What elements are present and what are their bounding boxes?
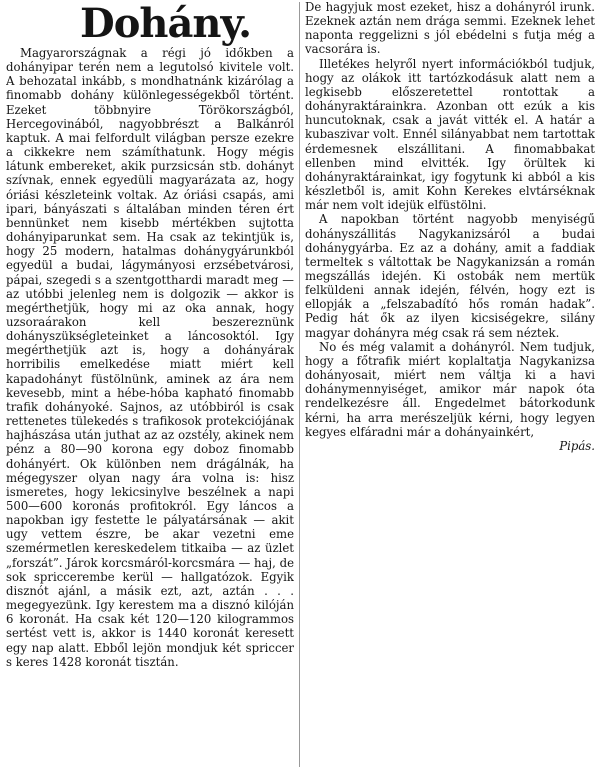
author-signature: Pipás. <box>559 438 595 453</box>
article-title: Dohány. <box>80 0 252 47</box>
right-column <box>305 0 595 500</box>
paragraph: Illetékes helyről nyert információkból tudjuk, hogy az olákok itt tartózkodásuk alatt nem a legkisebb előszeretettel rontottak a dohányraktárainkra. Azonban ott ezúk a kis huncutoknak, csak a javát vitték el. A határ a kubaszivar volt. Ennél silányabbat nem tartottak érdemesnek elszállitani. A finomabbakat ellenben mind elvitték. Igy örültek ki dohányraktárainkat, igy fogytunk ki abból a kis készletből is, amit Kohn Kerekes elvtárséknak már nem volt idejük elfüstölni. <box>305 56 595 213</box>
paragraph: De hagyjuk most ezeket, hisz a dohányról irunk. Ezeknek aztán nem drága semmi. Ezeknek lehet naponta reggelizni s jól ebédelni s futja még a vacsorára is. <box>305 0 595 57</box>
paragraph: A napokban történt nagyobb menyiségű dohányszállitás Nagykanizsáról a budai dohánygyárba. Ez az a dohány, amit a faddiak termeltek s váltottak be Nagykanizsán a román megszállás idején. Ki ostobák nem mertük felküldeni annak idején, félvén, hogy ezt is ellopják a „felszabadító hős román hadak”. Pedig hát ők az ilyen kicsiségekre, silány magyar dohányra még csak rá sem néztek. <box>305 212 595 340</box>
column-divider <box>299 2 300 767</box>
paragraph: Magyarországnak a régi jó időkben a dohányipar terén nem a legutolsó kivitele volt. A behozatal inkább, s mondhatnánk kizárólag a finomabb dohány különlegességekből történt. Ezeket többnyire Törökországból, Hercegovinából, nagyobbrészt a Balkánról kaptuk. A mai felfordult világban persze ezekre a cikkekre nem számíthatunk. Hogy mégis látunk embereket, akik purzsicsán stb. dohányt szívnak, ennek egyedüli magyarázata az, hogy óriási készleteink voltak. Az óriási csapás, ami ipari, bányászati s általában minden téren ért bennünket nem kisebb mértékben sujtotta dohányiparunkat sem. Ha csak az tekintjük is, hogy 25 modern, hatalmas dohánygyárunkból egyedül a budai, lágymányosi erzsébetvárosi, pápai, szegedi s a szentgotthardi maradt meg — az utóbbi jelenleg nem is dolgozik — akkor is megérthetjük, hogy mi az oka annak, hogy uzsoraárakon kell beszereznünk dohányszükségleteinket a láncosoktól. Igy megérthetjük azt is, hogy a dohányárak horribilis emelkedése miatt miért kell kapadohányt füstölnünk, aminek az ára nem kevesebb, mint a hébe-hóba kapható finomabb trafik dohányoké. Sajnos, az utóbbiról is csak rettenetes tülekedés s trafikosok protekciójának hajhászása után juthat az az ozstély, akinek nem pénz a 80—90 korona egy doboz finomabb dohányért. Ok különben nem drágálnák, ha mégegyszer olyan nagy ára volna is: hisz ismeretes, hogy lekicsinylve beszélnek a napi 500—600 koronás profitokról. Egy láncos a napokban igy festette le pályatársának — akit ugy vettem észre, be akar vezetni eme szemérmetlen kereskedelem titkaiba — az üzlet „forszát”. Járok korcsmáról-korcsmára — haj, de sok spriccerembe kerül — hallgatózok. Egyik disznót ajánl, a másik ezt, azt, aztán . . . megegyezünk. Igy kerestem ma a disznó kilóján 6 koronát. Ha csak két 120—120 kilogrammos sertést vett is, akkor is 1440 koronát keresett egy nap alatt. Ebből lejön mondjuk két spriccer s keres 1428 koronát tisztán. <box>6 46 294 669</box>
paragraph: No és még valamit a dohányról. Nem tudjuk, hogy a főtrafik miért koplaltatja Nagykanizsa dohányosait, miért nem váltja ki a havi dohánymennyiséget, amikor már napok óta rendelkezésre áll. Engedelmet bátorkodunk kérni, ha arra merészeljük kérni, hogy legyen kegyes elfáradni már a dohányainkért, <box>305 339 595 439</box>
left-column <box>6 46 294 767</box>
